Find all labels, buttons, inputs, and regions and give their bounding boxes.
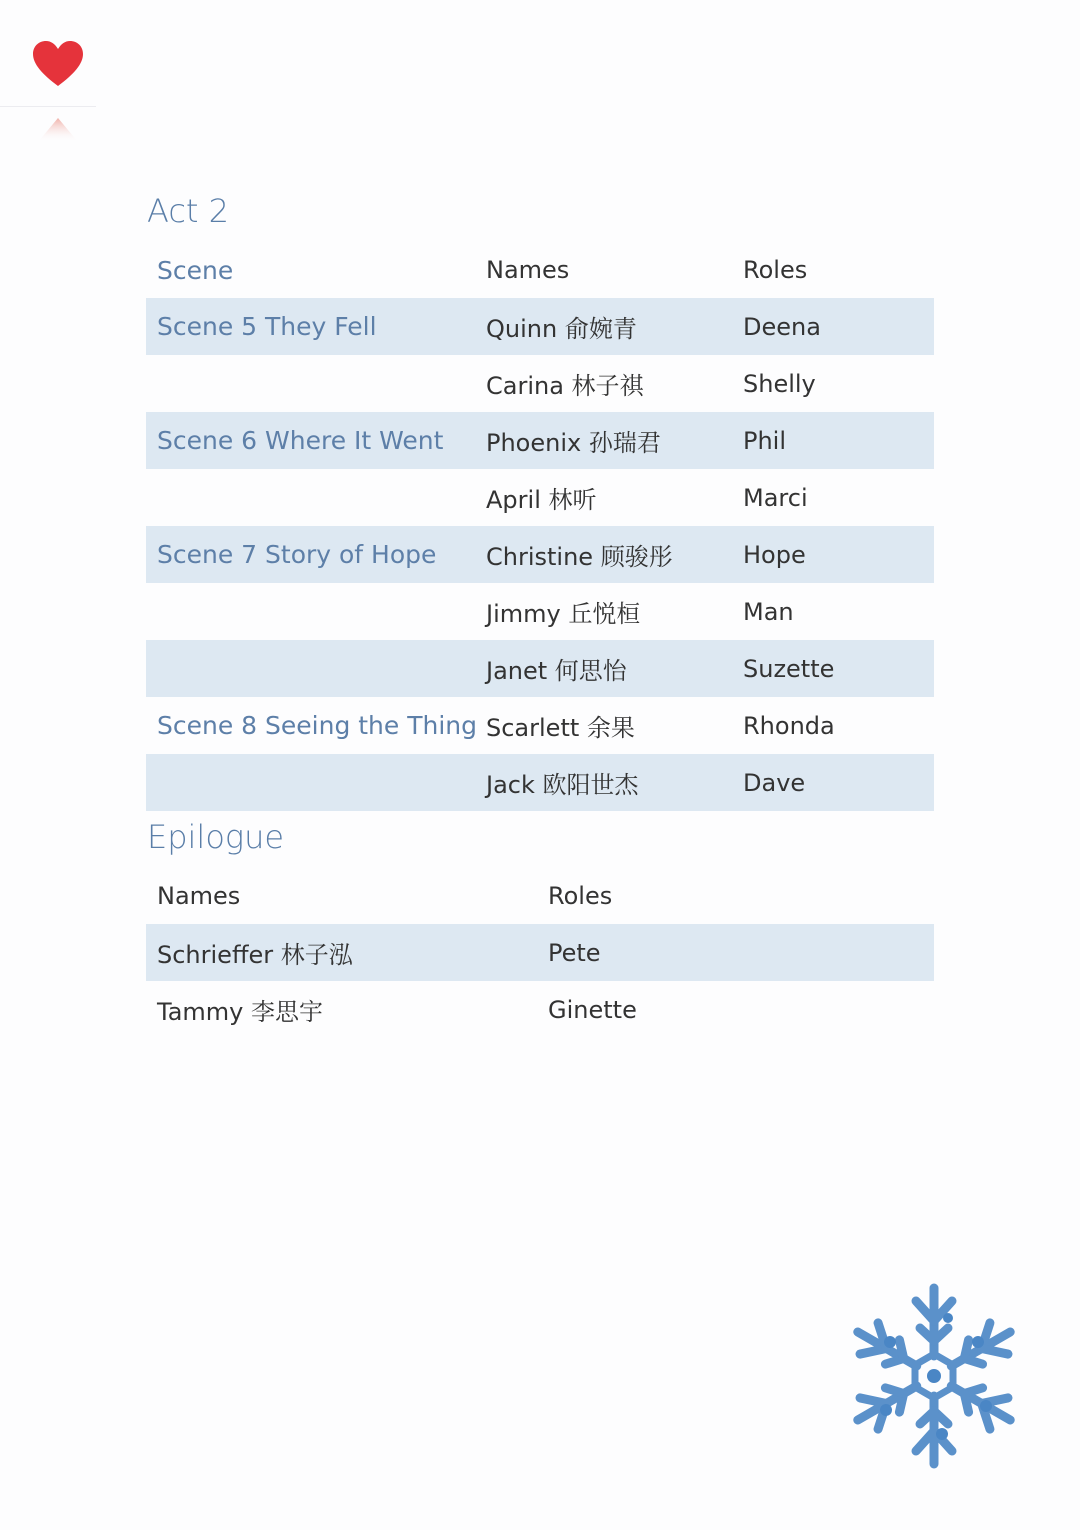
scroll-up-icon[interactable] — [36, 116, 80, 146]
table-header-row — [146, 242, 934, 298]
role-cell: Rhonda — [743, 711, 835, 740]
scene-cell: Scene 7 Story of Hope — [157, 540, 437, 569]
scene-cell: Scene 5 They Fell — [157, 312, 377, 341]
table-row — [146, 526, 934, 583]
epilogue-cast-table — [146, 868, 934, 1038]
role-cell: Hope — [743, 540, 806, 569]
table-row — [146, 981, 934, 1038]
name-cell: Carina 林子祺 — [486, 372, 644, 400]
table-row — [146, 355, 934, 412]
name-cell: Quinn 俞婉青 — [486, 315, 637, 343]
name-cell: April 林听 — [486, 486, 597, 514]
top-left-nav — [0, 0, 96, 107]
name-cell: Tammy 李思宇 — [157, 998, 323, 1026]
roles-column-header: Roles — [743, 256, 808, 284]
role-cell: Man — [743, 597, 794, 626]
name-cell: Jack 欧阳世杰 — [486, 771, 639, 799]
table-row — [146, 469, 934, 526]
name-cell: Jimmy 丘悦桓 — [486, 600, 641, 628]
table-row — [146, 754, 934, 811]
table-row — [146, 924, 934, 981]
act-cast-table — [146, 242, 934, 811]
table-row — [146, 412, 934, 469]
name-cell: Christine 顾骏彤 — [486, 543, 673, 571]
table-row — [146, 298, 934, 355]
role-cell: Ginette — [548, 995, 637, 1024]
epilogue-title: Epilogue — [147, 818, 285, 856]
role-cell: Deena — [743, 312, 821, 341]
table-row — [146, 583, 934, 640]
name-cell: Schrieffer 林子泓 — [157, 941, 353, 969]
names-column-header: Names — [157, 882, 241, 910]
role-cell: Pete — [548, 938, 601, 967]
scene-cell: Scene 6 Where It Went — [157, 426, 444, 455]
roles-column-header: Roles — [548, 882, 613, 910]
role-cell: Suzette — [743, 654, 835, 683]
table-row — [146, 697, 934, 754]
table-row — [146, 640, 934, 697]
scene-cell: Scene 8 Seeing the Thing — [157, 711, 478, 740]
snowflake-icon — [832, 1280, 1036, 1472]
table-header-row — [146, 868, 934, 924]
role-cell: Shelly — [743, 369, 816, 398]
heart-icon — [32, 40, 84, 88]
role-cell: Marci — [743, 483, 808, 512]
name-cell: Janet 何思怡 — [486, 657, 627, 685]
name-cell: Phoenix 孙瑞君 — [486, 429, 661, 457]
role-cell: Dave — [743, 768, 806, 797]
scene-column-header: Scene — [157, 255, 234, 285]
names-column-header: Names — [486, 256, 570, 284]
act-title: Act 2 — [147, 192, 229, 230]
name-cell: Scarlett 余果 — [486, 714, 635, 742]
role-cell: Phil — [743, 426, 787, 455]
